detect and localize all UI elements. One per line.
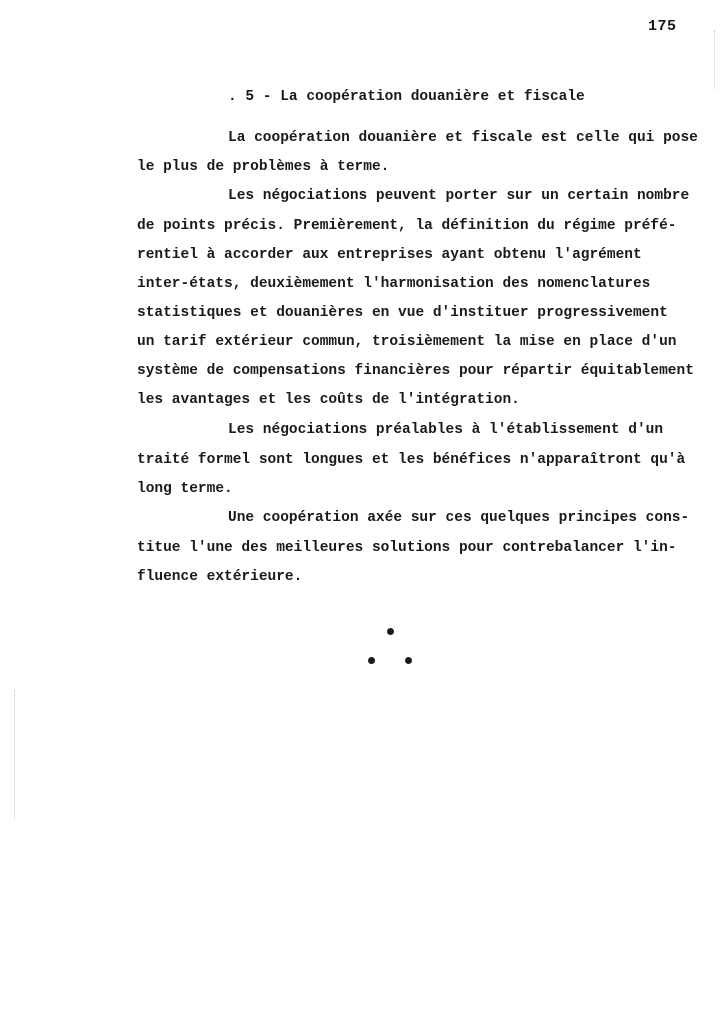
paragraph-4-line-2: titue l'une des meilleures solutions pour contrebalancer l'in- (137, 540, 677, 556)
paragraph-1-line-1: La coopération douanière et fiscale est celle qui pose (228, 130, 698, 146)
paragraph-3-line-1: Les négociations préalables à l'établissement d'un (228, 422, 664, 438)
section-heading: . 5 - La coopération douanière et fiscale (228, 89, 585, 105)
paragraph-2-line-8: les avantages et les coûts de l'intégration. (137, 392, 520, 408)
scan-right-edge (714, 30, 717, 90)
scan-edge-marks (14, 690, 21, 820)
paragraph-2-line-4: inter-états, deuxièmement l'harmonisation des nomenclatures (137, 276, 651, 292)
paragraph-1-line-2: le plus de problèmes à terme. (137, 159, 390, 175)
end-ornament-dot-left (368, 657, 375, 664)
paragraph-3-line-2: traité formel sont longues et les bénéfices n'apparaîtront qu'à (137, 452, 686, 468)
paragraph-2-line-7: système de compensations financières pour répartir équitablement (137, 363, 694, 379)
page-number: 175 (648, 18, 677, 35)
paragraph-4-line-3: fluence extérieure. (137, 569, 303, 585)
paragraph-2-line-6: un tarif extérieur commun, troisièmement la mise en place d'un (137, 334, 677, 350)
end-ornament-dot-right (405, 657, 412, 664)
paragraph-3-line-3: long terme. (137, 481, 233, 497)
paragraph-4-line-1: Une coopération axée sur ces quelques principes cons- (228, 510, 690, 526)
paragraph-2-line-5: statistiques et douanières en vue d'instituer progressivement (137, 305, 668, 321)
paragraph-2-line-1: Les négociations peuvent porter sur un certain nombre (228, 188, 690, 204)
paragraph-2-line-3: rentiel à accorder aux entreprises ayant obtenu l'agrément (137, 247, 642, 263)
paragraph-2-line-2: de points précis. Premièrement, la définition du régime préfé- (137, 218, 677, 234)
end-ornament-dot-top (387, 628, 394, 635)
